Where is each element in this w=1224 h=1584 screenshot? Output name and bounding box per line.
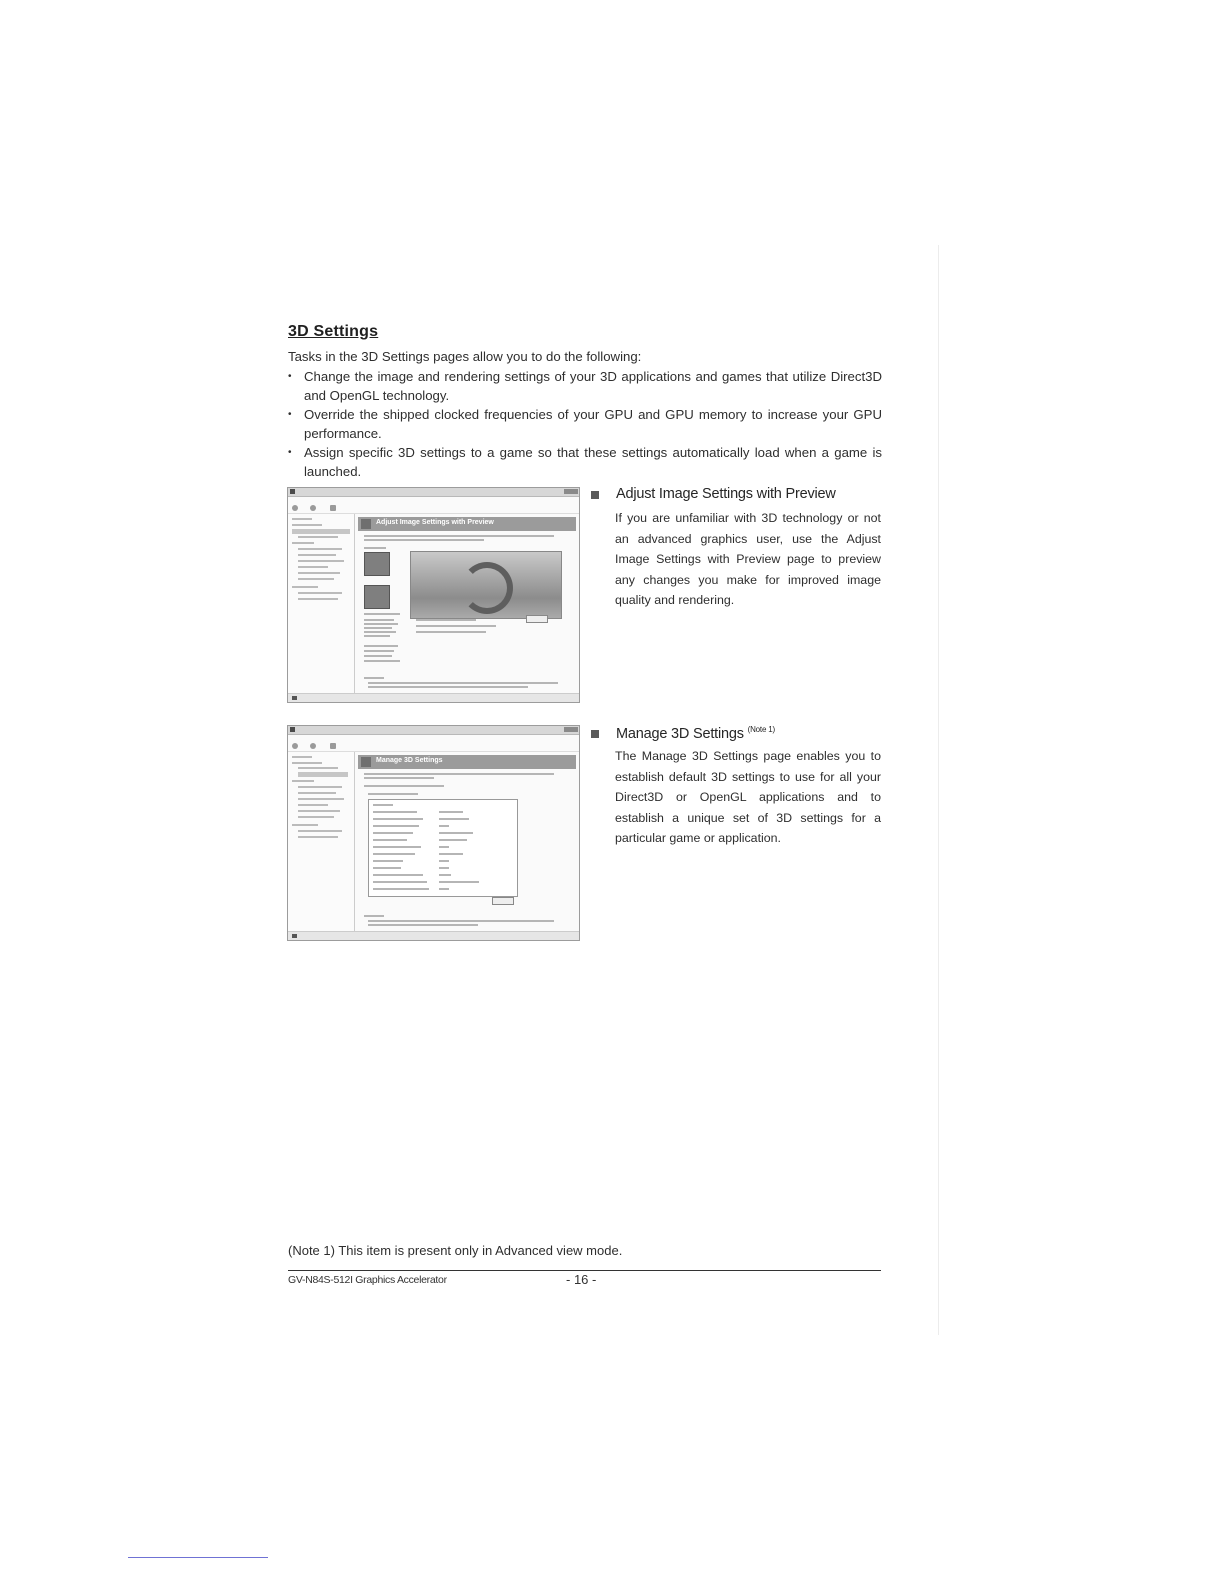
forward-icon	[310, 743, 316, 749]
app-logo-icon	[290, 489, 295, 494]
footer-rule	[288, 1270, 881, 1271]
nav-bar	[288, 741, 579, 752]
system-info-icon	[292, 934, 297, 938]
screenshot-manage-3d-settings	[287, 725, 580, 941]
task-item: • Override the shipped clocked frequencies of your GPU and GPU memory to increase your GPU performance.	[288, 405, 882, 443]
window-controls-icon	[564, 489, 578, 494]
section-square-icon	[591, 730, 599, 738]
forward-icon	[310, 505, 316, 511]
apply-button	[492, 897, 514, 905]
section-body-adjust-image: If you are unfamiliar with 3D technology or not an advanced graphics user, use the Adjust Image Settings with Preview page to preview any changes you make for improved image quality and rendering.	[615, 511, 881, 607]
task-tree	[288, 514, 355, 693]
task-item: • Assign specific 3D settings to a game so that these settings automatically load when a game is launched.	[288, 443, 882, 481]
intro-text: Tasks in the 3D Settings pages allow you to do the following:	[288, 349, 642, 364]
status-bar	[288, 693, 579, 702]
system-info-icon	[292, 696, 297, 700]
page-banner: Adjust Image Settings with Preview	[358, 517, 576, 531]
back-icon	[292, 743, 298, 749]
section-title-manage-3d: Manage 3D Settings $^{(Note 1)}$	[616, 725, 775, 742]
window-titlebar	[288, 726, 579, 735]
status-bar	[288, 931, 579, 940]
content-pane	[358, 517, 576, 693]
task-tree	[288, 752, 355, 931]
app-logo-icon	[290, 727, 295, 732]
task-list	[288, 367, 882, 481]
content-pane	[358, 755, 576, 931]
home-icon	[330, 743, 336, 749]
pause-button	[526, 615, 548, 623]
nvidia-swirl-icon	[461, 562, 513, 614]
footer-product: GV-N84S-512I Graphics Accelerator	[288, 1274, 447, 1286]
preview-image	[410, 551, 562, 619]
screenshot-adjust-image-settings	[287, 487, 580, 703]
window-titlebar	[288, 488, 579, 497]
nav-bar	[288, 503, 579, 514]
page-title: 3D Settings	[288, 323, 379, 340]
window-controls-icon	[564, 727, 578, 732]
note-reference: (Note 1)	[747, 725, 775, 734]
bottom-link-rule	[128, 1557, 268, 1558]
back-icon	[292, 505, 298, 511]
task-item: • Change the image and rendering settings of your 3D applications and games that utilize Direct3D and OpenGL technology.	[288, 367, 882, 405]
home-icon	[330, 505, 336, 511]
settings-icon	[361, 519, 371, 529]
section-body-manage-3d: The Manage 3D Settings page enables you to establish default 3D settings to use for all your Direct3D or OpenGL applications and to establish a unique set of 3D settings for a particular game or application.	[615, 749, 881, 845]
settings-list	[368, 799, 518, 897]
page-number: - 16 -	[566, 1272, 597, 1287]
quality-thumbnail	[364, 585, 390, 609]
section-title-adjust-image: Adjust Image Settings with Preview	[616, 486, 836, 502]
page-banner: Manage 3D Settings	[358, 755, 576, 769]
scan-edge	[938, 245, 939, 1335]
performance-thumbnail	[364, 552, 390, 576]
settings-icon	[361, 757, 371, 767]
section-square-icon	[591, 491, 599, 499]
footnote: (Note 1) This item is present only in Advanced view mode.	[288, 1243, 623, 1258]
